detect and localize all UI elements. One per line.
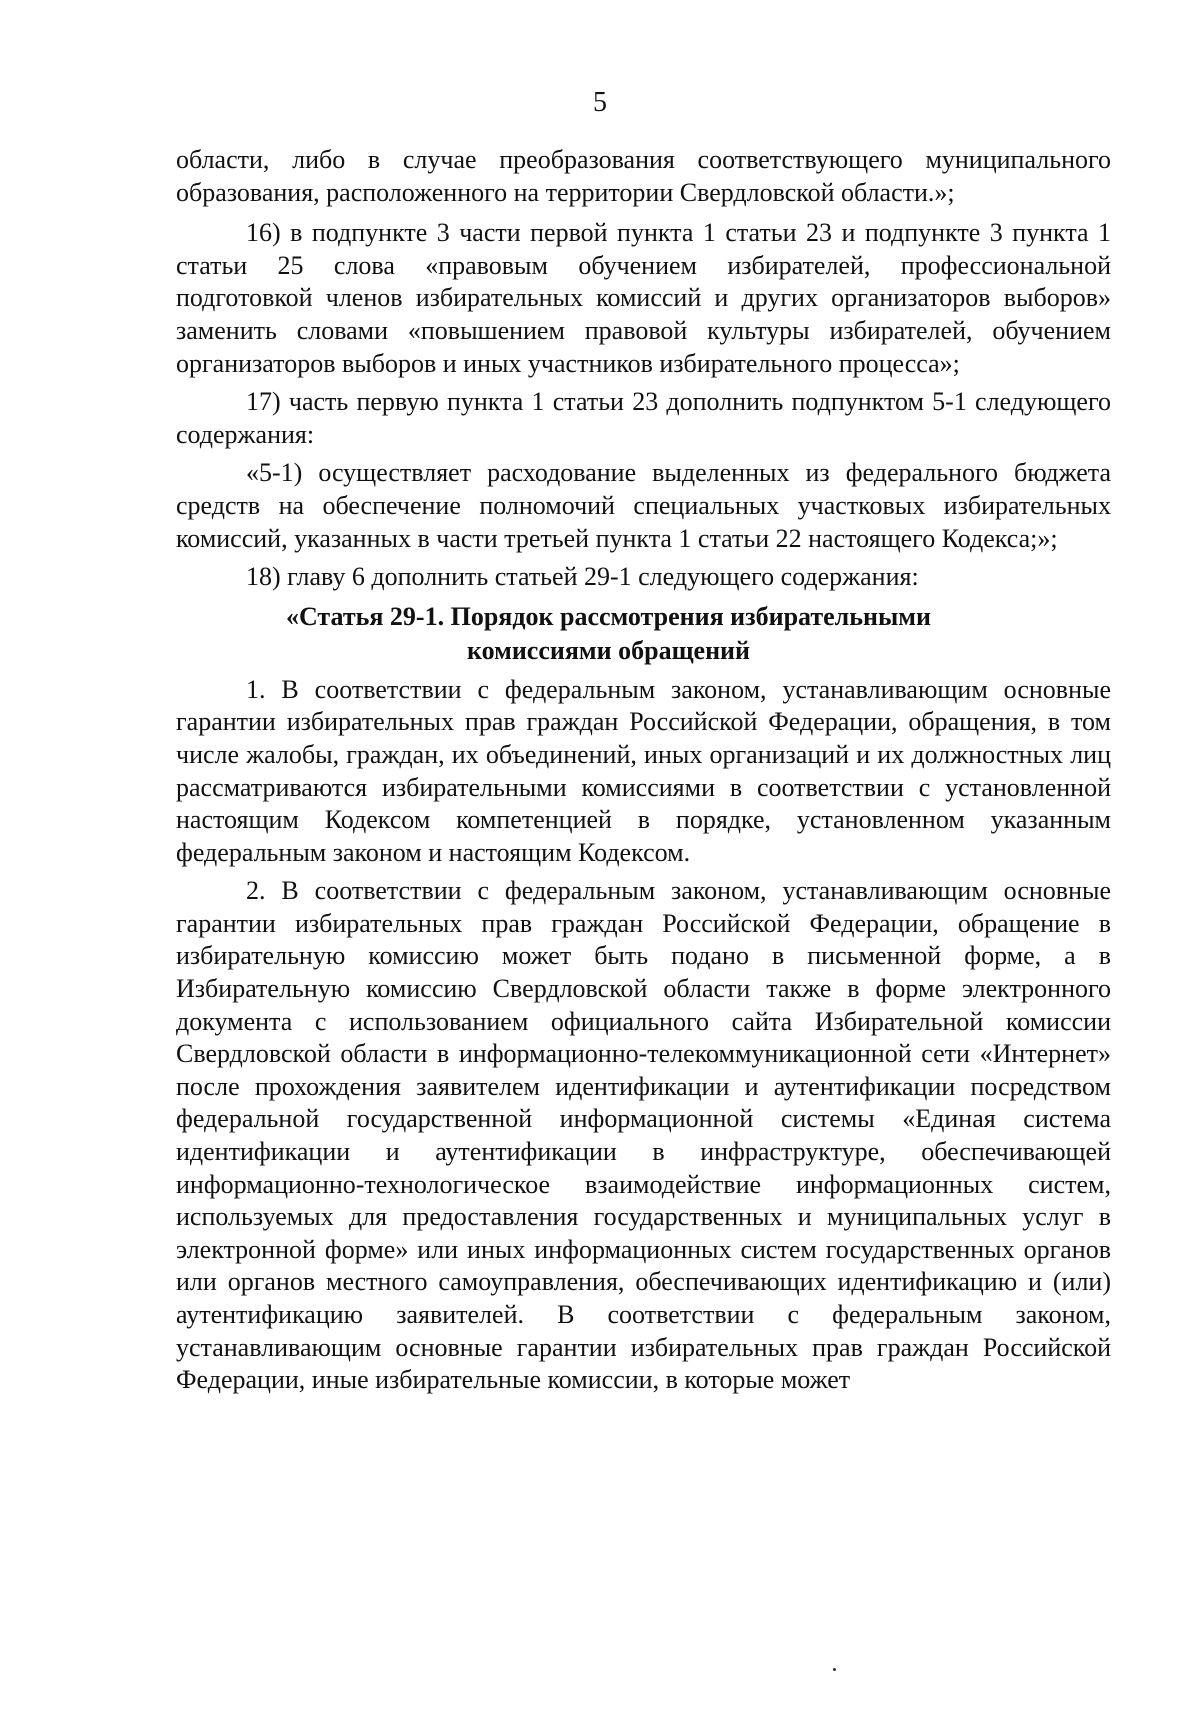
article-title-line-2: комиссиями обращений: [466, 635, 751, 665]
paragraph-item-16: 16) в подпункте 3 части первой пункта 1 статьи 23 и подпункте 3 пункта 1 статьи 25 слова «правовым обучением избирателей, профессиональной подготовкой членов избирательных комиссий и других организаторов выборов» заменить словами «повышением правовой культуры избирателей, обучением организаторов выборов и иных участников избирательного процесса»;: [176, 218, 1111, 378]
page-number: 5: [593, 87, 607, 118]
document-body: [176, 144, 1111, 1403]
article-paragraph-1: 1. В соответствии с федеральным законом, устанавливающим основные гарантии избирательных прав граждан Российской Федерации, обращения, в том числе жалобы, граждан, их объединений, иных организаций и их должностных лиц рассматриваются избирательными комиссиями в соответствии с установленной настоящим Кодексом компетенцией в порядке, установленном указанным федеральным законом и настоящим Кодексом.: [176, 674, 1111, 867]
paragraph-continuation: области, либо в случае преобразования соответствующего муниципального образования, расположенного на территории Свердловской области.»;: [176, 145, 1111, 207]
article-title-line-1: «Статья 29-1. Порядок рассмотрения избирательными: [286, 601, 931, 631]
paragraph-item-17: 17) часть первую пункта 1 статьи 23 дополнить подпунктом 5-1 следующего содержания:: [176, 387, 1111, 449]
article-paragraph-2: 2. В соответствии с федеральным законом, устанавливающим основные гарантии избирательных прав граждан Российской Федерации, обращение в избирательную комиссию может быть подано в письменной форме, а в Избирательную комиссию Свердловской области также в форме электронного документа с использованием официального сайта Избирательной комиссии Свердловской области в информационно-телекоммуникационной сети «Интернет» после прохождения заявителем идентификации и аутентификации посредством федеральной государственной информационной системы «Единая система идентификации и аутентификации в инфраструктуре, обеспечивающей информационно-технологическое взаимодействие информационных систем, используемых для предоставления государственных и муниципальных услуг в электронной форме» или иных информационных систем государственных органов или органов местного самоуправления, обеспечивающих идентификацию и (или) аутентификацию заявителей. В соответствии с федеральным законом, устанавливающим основные гарантии избирательных прав граждан Российской Федерации, иные избирательные комиссии, в которые может: [176, 876, 1111, 1395]
article-title: [176, 600, 1111, 668]
paragraph-subitem-5-1: «5-1) осуществляет расходование выделенных из федерального бюджета средств на обеспечение полномочий специальных участковых избирательных комиссий, указанных в части третьей пункта 1 статьи 22 настоящего Кодекса;»;: [176, 458, 1111, 553]
scan-artifact-dot: [833, 1668, 836, 1671]
paragraph-item-18: 18) главу 6 дополнить статьей 29-1 следующего содержания:: [246, 562, 919, 592]
